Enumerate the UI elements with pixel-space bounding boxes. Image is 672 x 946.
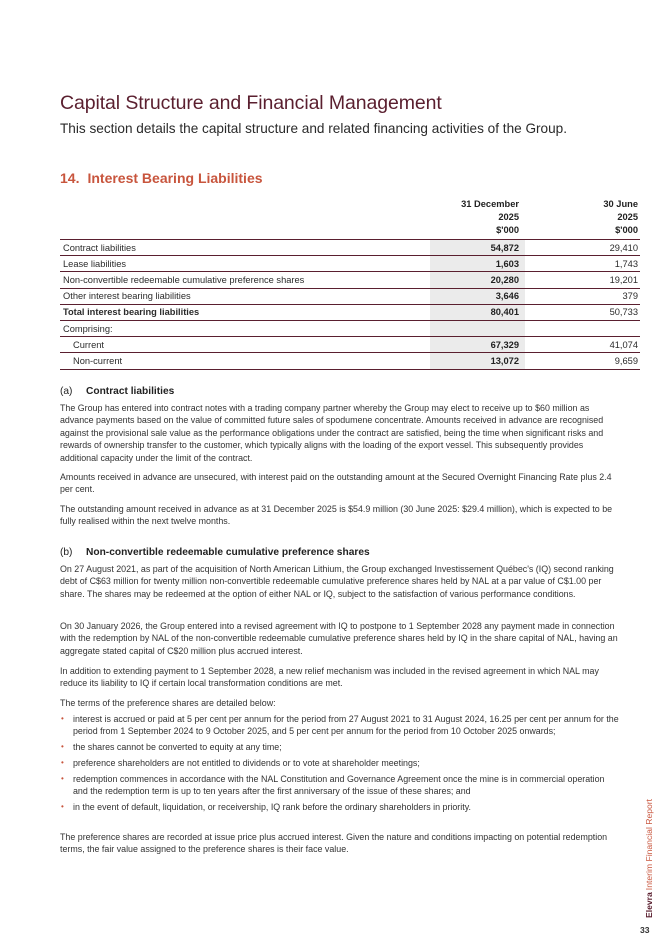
value-prior: 1,743 bbox=[525, 256, 640, 272]
bullet-icon: • bbox=[61, 714, 64, 723]
list-item-text: in the event of default, liquidation, or receivership, IQ rank before the ordinary shareholders in priority. bbox=[73, 802, 471, 812]
row-label: Current bbox=[60, 337, 430, 353]
subsection-heading-a bbox=[60, 386, 174, 397]
table-row-total bbox=[60, 304, 640, 320]
section-title: Interest Bearing Liabilities bbox=[87, 170, 263, 186]
table-row bbox=[60, 256, 640, 272]
value-prior: 50,733 bbox=[525, 304, 640, 320]
column-header-line: $'000 bbox=[615, 225, 638, 235]
table-row bbox=[60, 337, 640, 353]
closing-paragraph: The preference shares are recorded at issue price plus accrued interest. Given the nature and conditions impacting on potential redemption terms, the fair value assigned to the preference shares is their face value. bbox=[60, 832, 608, 855]
list-item bbox=[60, 757, 620, 769]
table-header-label bbox=[60, 198, 430, 240]
bullet-icon: • bbox=[61, 802, 64, 811]
page-title: Capital Structure and Financial Management bbox=[60, 92, 442, 114]
report-name: Interim Financial Report bbox=[644, 798, 654, 891]
row-label: Other interest bearing liabilities bbox=[60, 288, 430, 304]
list-item-text: redemption commences in accordance with the NAL Constitution and Governance Agreement once the mine is in commercial operation and the redemption term is up to ten years after the first anniversary of the issue of these shares; and bbox=[73, 773, 605, 797]
value-prior bbox=[525, 320, 640, 336]
subsection-letter: (a) bbox=[60, 386, 73, 397]
terms-list bbox=[60, 713, 620, 817]
side-footer bbox=[644, 799, 654, 918]
column-header-prior bbox=[525, 198, 640, 240]
value-current: 20,280 bbox=[430, 272, 525, 288]
subsection-title: Non-convertible redeemable cumulative preference shares bbox=[86, 547, 370, 558]
paragraph: On 30 January 2026, the Group entered into a revised agreement with IQ to postpone to 1 September 2028 any payment made in connection with the redemption by NAL of the non-convertible redeemable cumulative preference shares held by IQ in the share capital of NAL, having an aggregate stated capital of C$20 million plus accrued interest. bbox=[60, 621, 618, 656]
value-current: 1,603 bbox=[430, 256, 525, 272]
column-header-line: 2025 bbox=[617, 212, 638, 222]
list-item bbox=[60, 741, 620, 753]
page-number: 33 bbox=[640, 925, 650, 935]
table-row bbox=[60, 240, 640, 256]
value-prior: 379 bbox=[525, 288, 640, 304]
value-current: 80,401 bbox=[430, 304, 525, 320]
subsection-heading-b bbox=[60, 547, 370, 558]
table-row-comprising bbox=[60, 320, 640, 336]
bullet-icon: • bbox=[61, 758, 64, 767]
paragraph: The terms of the preference shares are detailed below: bbox=[60, 698, 276, 708]
table-row bbox=[60, 353, 640, 369]
column-header-line: 30 June bbox=[603, 199, 638, 209]
page-subtitle: This section details the capital structure and related financing activities of the Group. bbox=[60, 121, 568, 136]
value-prior: 9,659 bbox=[525, 353, 640, 369]
paragraph: Amounts received in advance are unsecured, with interest paid on the outstanding amount at the Secured Overnight Financing Rate plus 2.4 per cent. bbox=[60, 472, 612, 495]
list-item bbox=[60, 801, 620, 813]
column-header-line: 31 December bbox=[461, 199, 519, 209]
list-item-text: the shares cannot be converted to equity at any time; bbox=[73, 742, 282, 753]
bullet-icon: • bbox=[61, 742, 64, 752]
row-label: Total interest bearing liabilities bbox=[60, 304, 430, 320]
bullet-icon: • bbox=[61, 773, 64, 783]
value-current: 67,329 bbox=[430, 337, 525, 353]
column-header-line: $'000 bbox=[496, 225, 519, 235]
table-row bbox=[60, 272, 640, 288]
row-label: Non-convertible redeemable cumulative preference shares bbox=[60, 272, 430, 288]
value-current: 54,872 bbox=[430, 240, 525, 256]
paragraph: On 27 August 2021, as part of the acquisition of North American Lithium, the Group exchanged Investissement Québec's (IQ) second ranking debt of C$63 million for twenty million non-convertible redeemable cumulative preference shares held by NAL at a par value of C$1.00 per share. The shares may be redeemed at the option of either NAL or IQ, subject to the satisfaction of various performance conditions. bbox=[60, 564, 614, 599]
subsection-letter: (b) bbox=[60, 547, 73, 558]
value-current: 13,072 bbox=[430, 353, 525, 369]
liabilities-table bbox=[60, 198, 640, 370]
list-item-text: preference shareholders are not entitled to dividends or to vote at shareholder meetings; bbox=[73, 758, 420, 768]
paragraph: In addition to extending payment to 1 September 2028, a new relief mechanism was included in the revised agreement in which NAL may reduce its liability to IQ if certain local transformation conditions are met. bbox=[60, 666, 599, 689]
subsection-title: Contract liabilities bbox=[86, 386, 175, 397]
row-label: Lease liabilities bbox=[60, 256, 430, 272]
section-heading bbox=[60, 170, 263, 186]
row-label: Non-current bbox=[60, 353, 430, 369]
value-prior: 19,201 bbox=[525, 272, 640, 288]
value-prior: 41,074 bbox=[525, 337, 640, 353]
list-item bbox=[60, 773, 620, 798]
value-current: 3,646 bbox=[430, 288, 525, 304]
value-current bbox=[430, 320, 525, 336]
section-number: 14. bbox=[60, 170, 80, 186]
table-header-row bbox=[60, 198, 640, 240]
list-item bbox=[60, 713, 620, 738]
list-item-text: interest is accrued or paid at 5 per cent per annum for the period from 27 August 2021 to 31 August 2024, 16.25 per cent per annum for the period from 1 September 2024 to 9 October 2025, and 5 per cent per annum for the period from 10 October 2025 onwards; bbox=[73, 714, 619, 737]
row-label: Comprising: bbox=[60, 320, 430, 336]
column-header-line: 2025 bbox=[498, 212, 519, 222]
paragraph: The Group has entered into contract notes with a trading company partner whereby the Group may elect to receive up to $60 million as advance payments based on the value of committed future sales of spodumene concentrate. Amounts received in advance are recognised against the provisional sale value as the performance obligations under the contract are satisfied, being the time when significant risks and rewards of ownership transfer to the customer, which typically aligns with the loading of the export vessel. This subsequently provides additional capacity under the limit of the contract. bbox=[60, 403, 604, 463]
column-header-current bbox=[430, 198, 525, 240]
row-label: Contract liabilities bbox=[60, 240, 430, 256]
table-row bbox=[60, 288, 640, 304]
value-prior: 29,410 bbox=[525, 240, 640, 256]
brand-logo: Elevra bbox=[644, 892, 654, 918]
paragraph: The outstanding amount received in advance as at 31 December 2025 is $54.9 million (30 June 2025: $29.4 million), which is expected to be fully realised within the next twelve months. bbox=[60, 504, 613, 527]
